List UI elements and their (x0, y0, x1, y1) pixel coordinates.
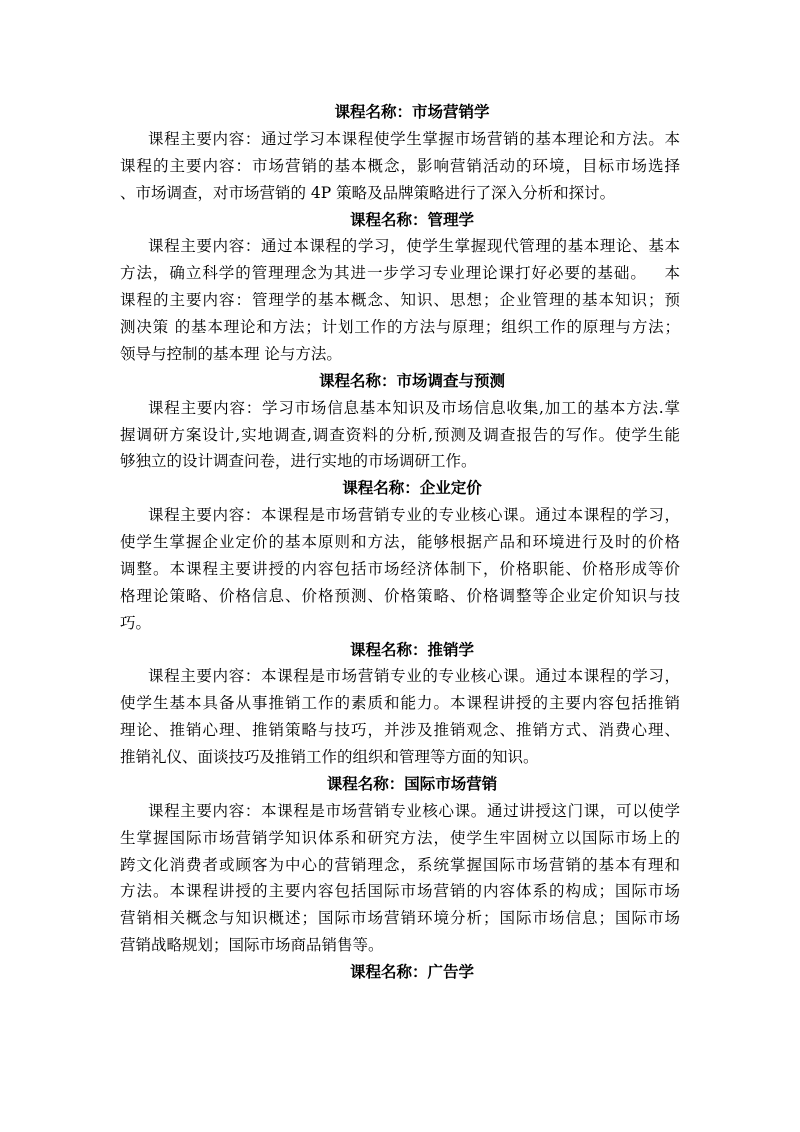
description-line: 方法。本课程讲授的主要内容包括国际市场营销的内容体系的构成；国际市场 (120, 882, 680, 901)
course-title: 课程名称：广告学 (349, 963, 474, 981)
course-title: 课程名称：推销学 (349, 640, 474, 659)
description-line: 使学生基本具备从事推销工作的素质和能力。本课程讲授的主要内容包括推销 (120, 694, 680, 713)
course-section-market-research (120, 368, 680, 476)
description-line: 方法，确立科学的管理理念为其进一步学习专业理论课打好必要的基础。 本 (120, 264, 680, 283)
course-section-marketing (120, 99, 680, 207)
description-line: 理论、推销心理、推销策略与技巧，并涉及推销观念、推销方式、消费心理、 (120, 721, 680, 740)
description-line: 跨文化消费者或顾客为中心的营销理念，系统掌握国际市场营销的基本有理和 (120, 855, 680, 874)
description-line: 握调研方案设计,实地调查,调查资料的分析,预测及调查报告的写作。使学生能 (120, 425, 680, 444)
description-line: 课程主要内容：本课程是市场营销专业的专业核心课。通过本课程的学习， (148, 667, 680, 686)
description-line: 营销相关概念与知识概述；国际市场营销环境分析；国际市场信息；国际市场 (120, 909, 680, 928)
description-line: 使学生掌握企业定价的基本原则和方法，能够根据产品和环境进行及时的价格 (120, 533, 680, 551)
description-line: 课程主要内容：本课程是市场营销专业核心课。通过讲授这门课，可以使学 (148, 801, 680, 820)
course-section-international-marketing (120, 771, 680, 959)
description-line: 测决策 的基本理论和方法；计划工作的方法与原理；组织工作的原理与方法； (120, 318, 680, 336)
description-line: 课程主要内容：本课程是市场营销专业的专业核心课。通过本课程的学习， (148, 506, 680, 525)
course-title: 课程名称：市场调查与预测 (318, 371, 505, 390)
description-line: 够独立的设计调查问卷，进行实地的市场调研工作。 (120, 452, 477, 471)
description-line: 课程主要内容：通过本课程的学习，使学生掌握现代管理的基本理论、基本 (148, 237, 680, 256)
description-line: 领导与控制的基本理 论与方法。 (120, 344, 342, 363)
description-line: 推销礼仪、面谈技巧及推销工作的组织和管理等方面的知识。 (120, 748, 539, 766)
description-line: 巧。 (120, 613, 152, 632)
course-title: 课程名称：企业定价 (342, 479, 482, 498)
course-title: 课程名称：国际市场营销 (326, 774, 498, 793)
course-section-salesmanship (120, 637, 680, 771)
description-line: 格理论策略、价格信息、价格预测、价格策略、价格调整等企业定价知识与技 (120, 586, 680, 605)
course-section-pricing (120, 475, 680, 636)
description-line: 课程主要内容：通过学习本课程使学生掌握市场营销的基本理论和方法。本 (148, 129, 680, 148)
course-title: 课程名称：市场营销学 (334, 103, 490, 121)
description-line: 课程的主要内容：管理学的基本概念、知识、思想；企业管理的基本知识；预 (120, 291, 680, 310)
description-line: 课程主要内容：学习市场信息基本知识及市场信息收集,加工的基本方法.掌 (148, 398, 680, 417)
description-line: 调整。本课程主要讲授的内容包括市场经济体制下，价格职能、价格形成等价 (120, 559, 680, 578)
course-section-advertising (120, 959, 680, 986)
course-section-management (120, 207, 680, 368)
description-line: 课程的主要内容：市场营销的基本概念，影响营销活动的环境，目标市场选择 (120, 156, 680, 175)
description-line: 营销战略规划；国际市场商品销售等。 (120, 936, 384, 955)
course-list (120, 99, 680, 986)
course-title: 课程名称：管理学 (349, 210, 474, 229)
description-line: 生掌握国际市场营销学知识体系和研究方法，使学生牢固树立以国际市场上的 (120, 828, 680, 847)
description-line: 、市场调查，对市场营销的 4P 策略及品牌策略进行了深入分析和探讨。 (120, 183, 616, 202)
